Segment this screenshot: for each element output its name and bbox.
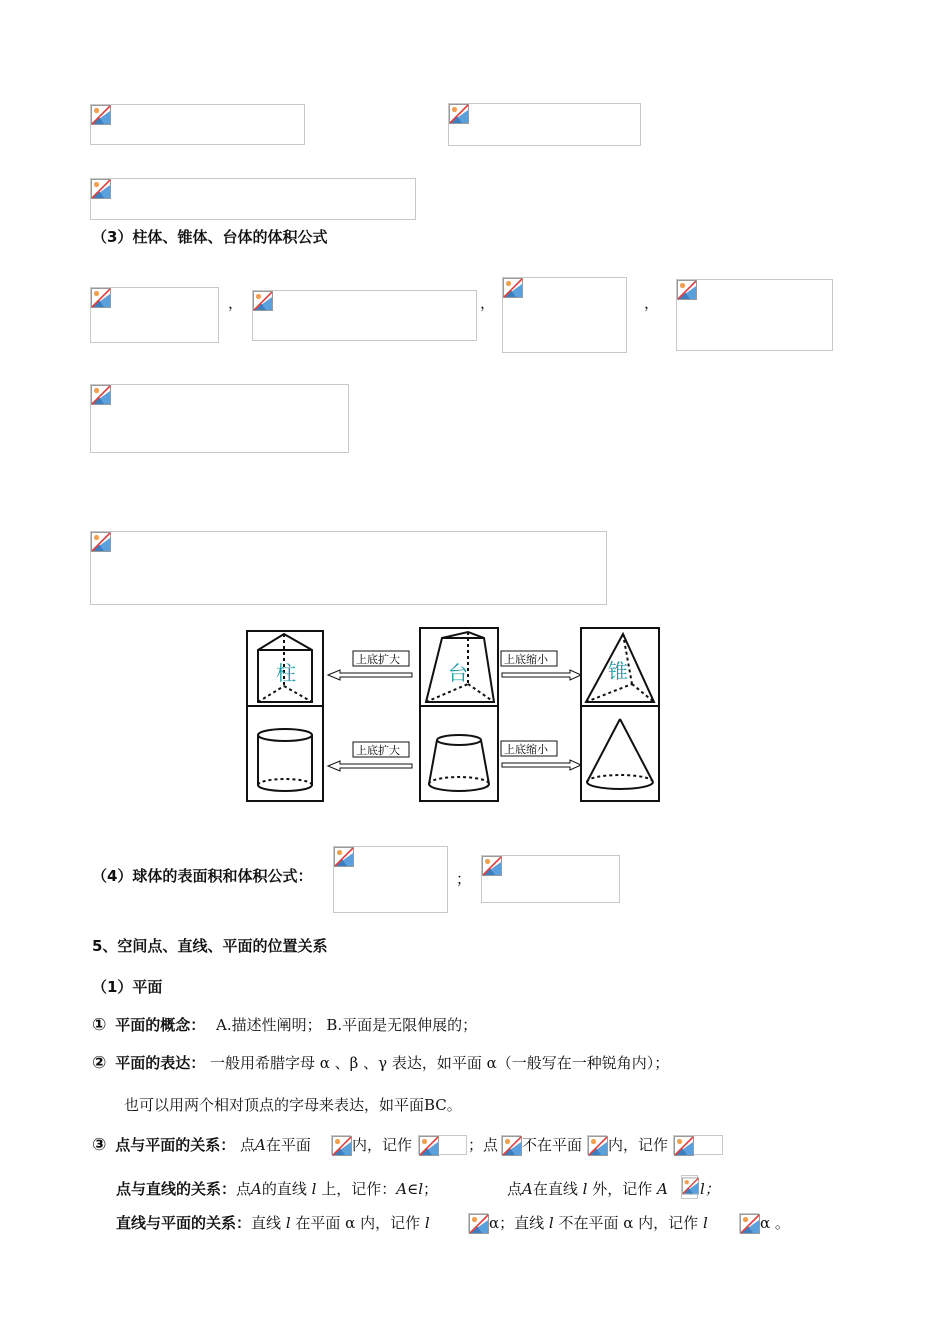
point-symbol: A xyxy=(251,1180,262,1198)
plane-notation-continuation: 也可以用两个相对顶点的字母来表达，如平面BC。 xyxy=(124,1096,462,1114)
line-plane-relation xyxy=(116,1213,430,1233)
point-symbol: A xyxy=(522,1180,533,1198)
text-fragment: 点 xyxy=(239,1136,255,1154)
inline-image xyxy=(739,1213,759,1233)
comma-separator: ， xyxy=(228,294,244,312)
text-fragment: ；点 xyxy=(468,1136,499,1154)
broken-image-icon xyxy=(449,104,469,124)
line-symbol: l xyxy=(548,1214,554,1232)
text-fragment: 的直线 xyxy=(261,1180,307,1198)
image-placeholder xyxy=(676,279,833,351)
text-fragment: α；直线 xyxy=(489,1214,545,1232)
subsection-plane-heading: （1）平面 xyxy=(92,978,163,996)
line-symbol: l xyxy=(285,1214,291,1232)
point-symbol: A xyxy=(255,1136,266,1154)
comma-separator: ， xyxy=(480,294,496,312)
plane-concept-text: A.描述性阐明； B.平面是无限伸展的； xyxy=(215,1016,478,1034)
text-fragment: 内，记作 xyxy=(608,1136,669,1154)
broken-image-icon xyxy=(419,1136,439,1156)
text-fragment: ； xyxy=(423,1180,439,1198)
broken-image-icon xyxy=(674,1136,694,1156)
broken-image-icon xyxy=(588,1136,608,1156)
broken-image-icon xyxy=(332,1136,352,1156)
broken-image-icon xyxy=(682,1176,699,1196)
text-fragment: 外，记作 xyxy=(592,1180,653,1198)
pyramid-char: 锥 xyxy=(608,659,628,683)
inline-image xyxy=(587,1135,607,1155)
image-placeholder xyxy=(90,178,416,220)
image-placeholder xyxy=(333,846,448,913)
shrink-label-bottom: 上底缩小 xyxy=(504,743,548,756)
image-placeholder xyxy=(252,290,477,341)
line-symbol: l xyxy=(702,1214,708,1232)
line-plane-relation-continued xyxy=(489,1213,708,1233)
prism-char: 柱 xyxy=(276,661,296,685)
item-number: ③ xyxy=(92,1135,107,1155)
text-fragment: 直线 xyxy=(251,1214,282,1232)
broken-image-icon xyxy=(334,847,354,867)
shrink-label-top: 上底缩小 xyxy=(504,653,548,666)
broken-image-icon xyxy=(91,288,111,308)
line-symbol: l xyxy=(311,1180,317,1198)
semicolon-separator: ； xyxy=(456,870,472,888)
text-fragment: 不在平面 xyxy=(522,1136,583,1154)
line-symbol: l xyxy=(582,1180,588,1198)
broken-image-icon xyxy=(482,856,502,876)
plane-notation-label: 平面的表达： xyxy=(115,1054,206,1072)
broken-image-icon xyxy=(253,291,273,311)
item-number: ① xyxy=(92,1015,107,1035)
image-placeholder xyxy=(90,104,305,145)
broken-image-icon xyxy=(469,1214,489,1234)
broken-image-icon xyxy=(677,280,697,300)
text-fragment: 不在平面 α 内，记作 xyxy=(558,1214,699,1232)
solids-relationship-diagram xyxy=(240,622,664,804)
point-outside-line xyxy=(507,1179,668,1199)
point-plane-label: 点与平面的关系： xyxy=(115,1136,236,1154)
image-placeholder xyxy=(90,531,607,605)
plane-concept-line xyxy=(92,1015,477,1035)
broken-image-icon xyxy=(502,1136,522,1156)
point-plane-line xyxy=(92,1135,311,1155)
plane-notation-text: 一般用希腊字母 α 、β 、γ 表达，如平面 α（一般写在一种锐角内）； xyxy=(209,1054,670,1072)
text-fragment: 上，记作： xyxy=(321,1180,397,1198)
membership-notation: A∈l xyxy=(396,1180,424,1198)
line-plane-label: 直线与平面的关系： xyxy=(116,1214,252,1232)
broken-image-icon xyxy=(91,179,111,199)
inline-image xyxy=(673,1135,723,1155)
image-placeholder xyxy=(481,855,620,903)
broken-image-icon xyxy=(740,1214,760,1234)
image-placeholder xyxy=(502,277,627,353)
inline-image xyxy=(418,1135,467,1155)
text-fragment: α 。 xyxy=(760,1214,790,1232)
expand-label-bottom: 上底扩大 xyxy=(356,744,400,757)
inline-image xyxy=(501,1135,521,1155)
text-fragment: 在平面 α 内，记作 xyxy=(295,1214,421,1232)
point-line-relation xyxy=(116,1179,438,1199)
inline-image xyxy=(681,1175,698,1199)
pyramid-cone-panel xyxy=(581,628,659,801)
inline-image xyxy=(468,1213,488,1233)
point-line-label: 点与直线的关系： xyxy=(116,1180,237,1198)
broken-image-icon xyxy=(91,532,111,552)
section-5-heading: 5、空间点、直线、平面的位置关系 xyxy=(92,937,328,955)
broken-image-icon xyxy=(91,385,111,405)
plane-notation-line xyxy=(92,1053,669,1073)
inline-image xyxy=(331,1135,351,1155)
plane-concept-label: 平面的概念： xyxy=(115,1016,206,1034)
line-symbol: l xyxy=(424,1214,430,1232)
item-number: ② xyxy=(92,1053,107,1073)
image-placeholder xyxy=(90,384,349,453)
section-3-heading: （3）柱体、锥体、台体的体积公式 xyxy=(92,228,328,246)
text-fragment: 点 xyxy=(236,1180,252,1198)
section-4-heading: （4）球体的表面积和体积公式： xyxy=(92,867,313,885)
text-fragment: 在直线 xyxy=(532,1180,578,1198)
comma-separator: ， xyxy=(644,294,660,312)
expand-label-top: 上底扩大 xyxy=(356,653,400,666)
text-fragment: l； xyxy=(700,1180,720,1198)
frustum-char: 台 xyxy=(448,661,468,685)
image-placeholder xyxy=(90,287,219,343)
point-symbol: A xyxy=(657,1180,668,1198)
text-fragment: 内，记作 xyxy=(352,1136,413,1154)
image-placeholder xyxy=(448,103,641,146)
broken-image-icon xyxy=(503,278,523,298)
text-fragment: 在平面 xyxy=(265,1136,311,1154)
broken-image-icon xyxy=(91,105,111,125)
text-fragment: 点 xyxy=(507,1180,523,1198)
